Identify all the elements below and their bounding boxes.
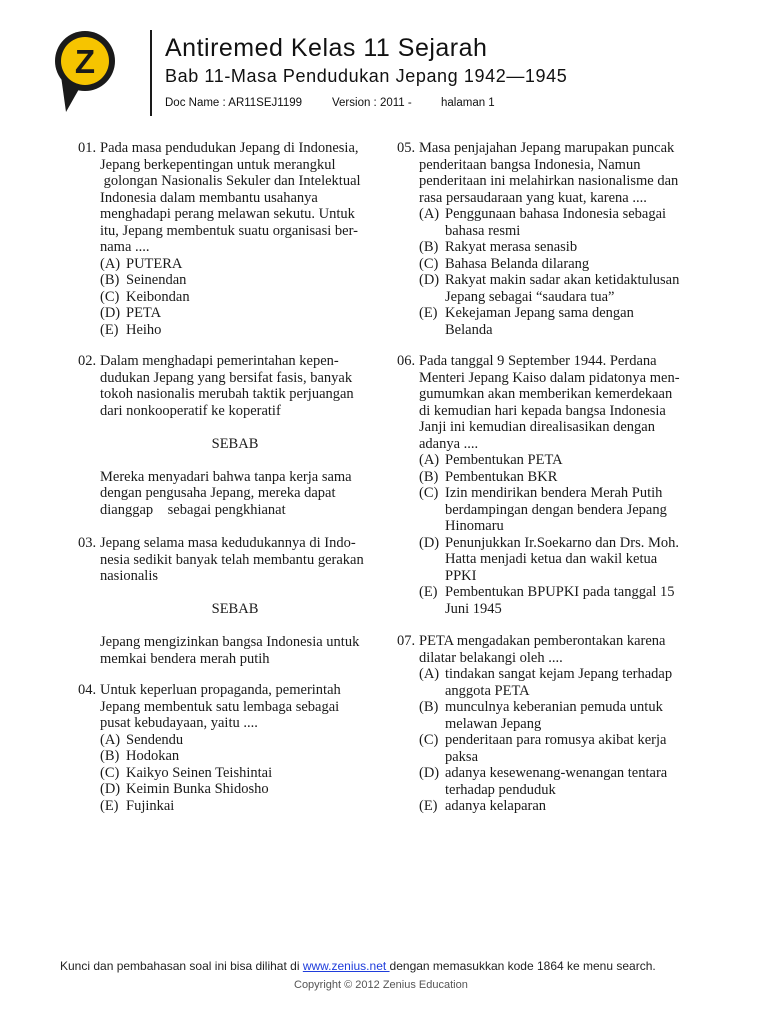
answer-option-a — [419, 452, 697, 469]
answer-option-a — [419, 206, 697, 239]
option-line: Seinendan — [126, 272, 187, 288]
option-letter: (A) — [419, 206, 440, 222]
option-line: Sendendu — [126, 731, 184, 748]
footer-note — [60, 959, 656, 973]
question-line: itu, Jepang membentuk suatu organisasi ber- — [100, 222, 358, 239]
question-line: rasa persaudaraan yang kuat, karena .... — [419, 189, 647, 206]
footer-text-after: dengan memasukkan kode 1864 ke menu search. — [389, 959, 656, 973]
answer-option-b — [419, 699, 697, 732]
question-line: nesia sedikit banyak telah membantu gerakan — [100, 551, 364, 568]
answer-option-a — [100, 256, 370, 273]
question-line: adanya .... — [419, 435, 479, 452]
question-number: 07. — [397, 633, 416, 649]
answer-option-c — [419, 485, 697, 535]
reason-line: memkai bendera merah putih — [100, 650, 270, 667]
option-line: PUTERA — [126, 255, 183, 272]
logo-letter: Z — [74, 43, 96, 80]
question-number: 05. — [397, 140, 416, 156]
option-letter: (D) — [419, 272, 440, 288]
option-letter: (A) — [100, 731, 121, 748]
option-line: Pembentukan BPUPKI pada tanggal 15 — [445, 584, 675, 600]
option-letter: (C) — [100, 288, 120, 305]
option-line: Hodokan — [126, 748, 180, 764]
question-body — [419, 353, 697, 617]
question-line: dilatar belakangi oleh .... — [419, 649, 563, 666]
question-line: Janji ini kemudian direalisasikan dengan — [419, 419, 655, 435]
answer-option-e — [100, 798, 370, 815]
version-label: Version : 2011 - — [332, 97, 412, 109]
question-line: Jepang selama masa kedudukannya di Indo- — [100, 535, 356, 551]
option-line: Hinomaru — [445, 518, 504, 534]
option-line: Belanda — [445, 321, 493, 338]
option-line: Fujinkai — [126, 797, 175, 814]
option-letter: (B) — [419, 468, 439, 485]
question-body — [419, 633, 697, 815]
option-letter: (D) — [419, 534, 440, 551]
option-letter: (C) — [419, 732, 439, 748]
question-line: dudukan Jepang yang bersifat fasis, banyak — [100, 369, 353, 386]
question-line: menghadapi perang melawan sekutu. Untuk — [100, 206, 355, 222]
reason-line: Mereka menyadari bahwa tanpa kerja sama — [100, 468, 352, 485]
option-line: berdampingan dengan bendera Jepang — [445, 501, 667, 518]
page-title: Antiremed Kelas 11 Sejarah — [165, 34, 488, 62]
question-03 — [78, 535, 370, 667]
option-line: paksa — [445, 748, 479, 765]
answer-option-c — [419, 256, 697, 273]
answer-option-e — [419, 584, 697, 617]
reason-line: dengan pengusaha Jepang, mereka dapat — [100, 485, 336, 501]
doc-name: Doc Name : AR11SEJ1199 — [165, 97, 303, 109]
option-line: anggota PETA — [445, 682, 530, 699]
question-line: pusat kebudayaan, yaitu .... — [100, 715, 258, 731]
question-body — [100, 535, 370, 667]
question-body — [100, 682, 370, 814]
option-line: Izin mendirikan bendera Merah Putih — [445, 485, 663, 501]
option-line: melawan Jepang — [445, 715, 542, 732]
question-07 — [397, 633, 697, 815]
option-letter: (E) — [100, 797, 119, 814]
answer-option-c — [419, 732, 697, 765]
option-letter: (B) — [100, 748, 120, 764]
answer-option-a — [100, 732, 370, 749]
question-line: gumumkan akan memberikan kemerdekaan — [419, 386, 673, 402]
option-line: Rakyat merasa senasib — [445, 239, 578, 255]
question-line: di kemudian hari kepada bangsa Indonesia — [419, 402, 666, 419]
question-body — [419, 140, 697, 338]
question-line: dari nonkooperatif ke koperatif — [100, 402, 281, 419]
header-divider — [150, 30, 152, 116]
option-line: PETA — [126, 305, 162, 321]
option-line: adanya kesewenang-wenangan tentara — [445, 765, 668, 781]
question-line: Untuk keperluan propaganda, pemerintah — [100, 682, 341, 698]
question-line: nasionalis — [100, 568, 158, 584]
option-line: Jepang sebagai “saudara tua” — [445, 288, 615, 305]
question-line: penderitaan ini melahirkan nasionalisme dan — [419, 173, 679, 189]
answer-option-e — [419, 305, 697, 338]
question-number: 04. — [78, 682, 97, 698]
option-letter: (E) — [419, 305, 438, 321]
option-letter: (B) — [100, 272, 120, 288]
option-line: tindakan sangat kejam Jepang terhadap — [445, 666, 673, 682]
option-line: terhadap penduduk — [445, 781, 556, 798]
option-line: PPKI — [445, 567, 477, 584]
option-line: Hatta menjadi ketua dan wakil ketua — [445, 551, 658, 567]
option-line: Penunjukkan Ir.Soekarno dan Drs. Moh. — [445, 534, 679, 551]
option-line: adanya kelaparan — [445, 798, 547, 814]
question-04 — [78, 682, 370, 814]
question-01 — [78, 140, 370, 338]
question-line: Indonesia dalam membantu usahanya — [100, 189, 318, 206]
question-05 — [397, 140, 697, 338]
question-06 — [397, 353, 697, 617]
option-line: Pembentukan PETA — [445, 452, 563, 468]
question-body — [100, 353, 370, 518]
option-letter: (C) — [419, 255, 439, 272]
question-line: Pada masa pendudukan Jepang di Indonesia, — [100, 140, 359, 156]
question-number: 03. — [78, 535, 97, 551]
page-number: halaman 1 — [441, 97, 495, 109]
question-line: Jepang membentuk satu lembaga sebagai — [100, 698, 340, 715]
option-letter: (C) — [100, 764, 120, 781]
answer-option-b — [419, 239, 697, 256]
copyright: Copyright © 2012 Zenius Education — [294, 979, 468, 991]
answer-option-d — [419, 535, 697, 585]
option-line: Penggunaan bahasa Indonesia sebagai — [445, 206, 667, 222]
answer-option-d — [100, 305, 370, 322]
question-line: nama .... — [100, 239, 150, 255]
answer-option-b — [419, 469, 697, 486]
answer-option-b — [100, 748, 370, 765]
option-letter: (E) — [100, 321, 119, 338]
question-line: tokoh nasionalis merubah taktik perjuangan — [100, 386, 354, 402]
question-number: 02. — [78, 353, 97, 369]
option-letter: (E) — [419, 584, 438, 600]
option-line: Bahasa Belanda dilarang — [445, 255, 590, 272]
sebab-connector: SEBAB — [211, 601, 259, 617]
sebab-connector: SEBAB — [211, 435, 259, 452]
answer-option-d — [100, 781, 370, 798]
option-line: Juni 1945 — [445, 600, 502, 617]
answer-option-e — [100, 322, 370, 339]
question-line: golongan Nasionalis Sekuler dan Intelektual — [100, 173, 361, 189]
option-line: Kekejaman Jepang sama dengan — [445, 305, 634, 321]
option-letter: (E) — [419, 798, 438, 814]
question-line: Jepang berkepentingan untuk merangkul — [100, 156, 336, 173]
option-letter: (A) — [100, 255, 121, 272]
option-letter: (C) — [419, 485, 439, 501]
option-line: bahasa resmi — [445, 222, 521, 239]
reason-line: dianggap sebagai pengkhianat — [100, 501, 286, 518]
answer-option-d — [419, 272, 697, 305]
answer-option-e — [419, 798, 697, 815]
question-line: Pada tanggal 9 September 1944. Perdana — [419, 353, 657, 369]
question-line: penderitaan bangsa Indonesia, Namun — [419, 156, 641, 173]
option-line: Keibondan — [126, 288, 190, 305]
option-letter: (D) — [100, 305, 121, 321]
answer-option-c — [100, 289, 370, 306]
option-line: Pembentukan BKR — [445, 468, 558, 485]
question-line: PETA mengadakan pemberontakan karena — [419, 633, 666, 649]
reason-line: Jepang mengizinkan bangsa Indonesia untuk — [100, 634, 360, 650]
option-letter: (D) — [419, 765, 440, 781]
zenius-link[interactable]: www.zenius.net — [302, 959, 390, 973]
option-letter: (D) — [100, 781, 121, 797]
chapter-subtitle: Bab 11-Masa Pendudukan Jepang 1942—1945 — [165, 66, 568, 86]
answer-option-c — [100, 765, 370, 782]
option-line: Kaikyo Seinen Teishintai — [126, 764, 273, 781]
option-letter: (B) — [419, 239, 439, 255]
option-line: penderitaan para romusya akibat kerja — [445, 732, 667, 748]
option-letter: (B) — [419, 699, 439, 715]
option-line: Heiho — [126, 321, 162, 338]
question-body — [100, 140, 370, 338]
option-letter: (A) — [419, 452, 440, 468]
answer-option-d — [419, 765, 697, 798]
question-line: Menteri Jepang Kaiso dalam pidatonya men- — [419, 369, 680, 386]
question-line: Masa penjajahan Jepang marupakan puncak — [419, 140, 675, 156]
question-number: 01. — [78, 140, 97, 156]
answer-option-a — [419, 666, 697, 699]
option-line: Rakyat makin sadar akan ketidaktulusan — [445, 272, 680, 288]
option-line: Keimin Bunka Shidosho — [126, 781, 269, 797]
question-number: 06. — [397, 353, 416, 369]
option-line: munculnya keberanian pemuda untuk — [445, 699, 663, 715]
question-02 — [78, 353, 370, 518]
question-line: Dalam menghadapi pemerintahan kepen- — [100, 353, 339, 369]
option-letter: (A) — [419, 666, 440, 682]
zenius-logo — [52, 28, 118, 114]
answer-option-b — [100, 272, 370, 289]
footer-text-before: Kunci dan pembahasan soal ini bisa dilihat di — [60, 959, 303, 973]
